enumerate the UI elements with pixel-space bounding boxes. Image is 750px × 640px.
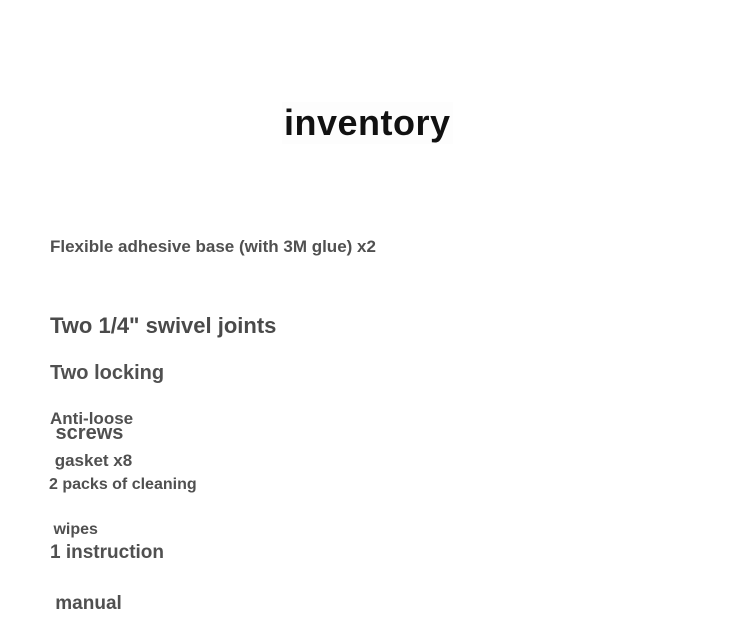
inventory-item-instruction-manual [50,510,164,629]
inventory-title: inventory [284,102,451,143]
item-line: wipes [49,521,98,538]
item-line: Two locking [50,362,165,384]
item-line: 1 instruction [50,542,165,563]
item-line: Flexible adhesive base (with 3M glue) x2 [50,237,376,256]
item-line: 2 packs of cleaning [49,476,197,493]
item-line: Two 1/4" swivel joints [50,313,277,338]
item-line: Anti-loose [50,409,134,428]
item-line: manual [50,593,122,614]
item-line: gasket x8 [50,451,133,470]
item-line: screws [50,422,124,444]
